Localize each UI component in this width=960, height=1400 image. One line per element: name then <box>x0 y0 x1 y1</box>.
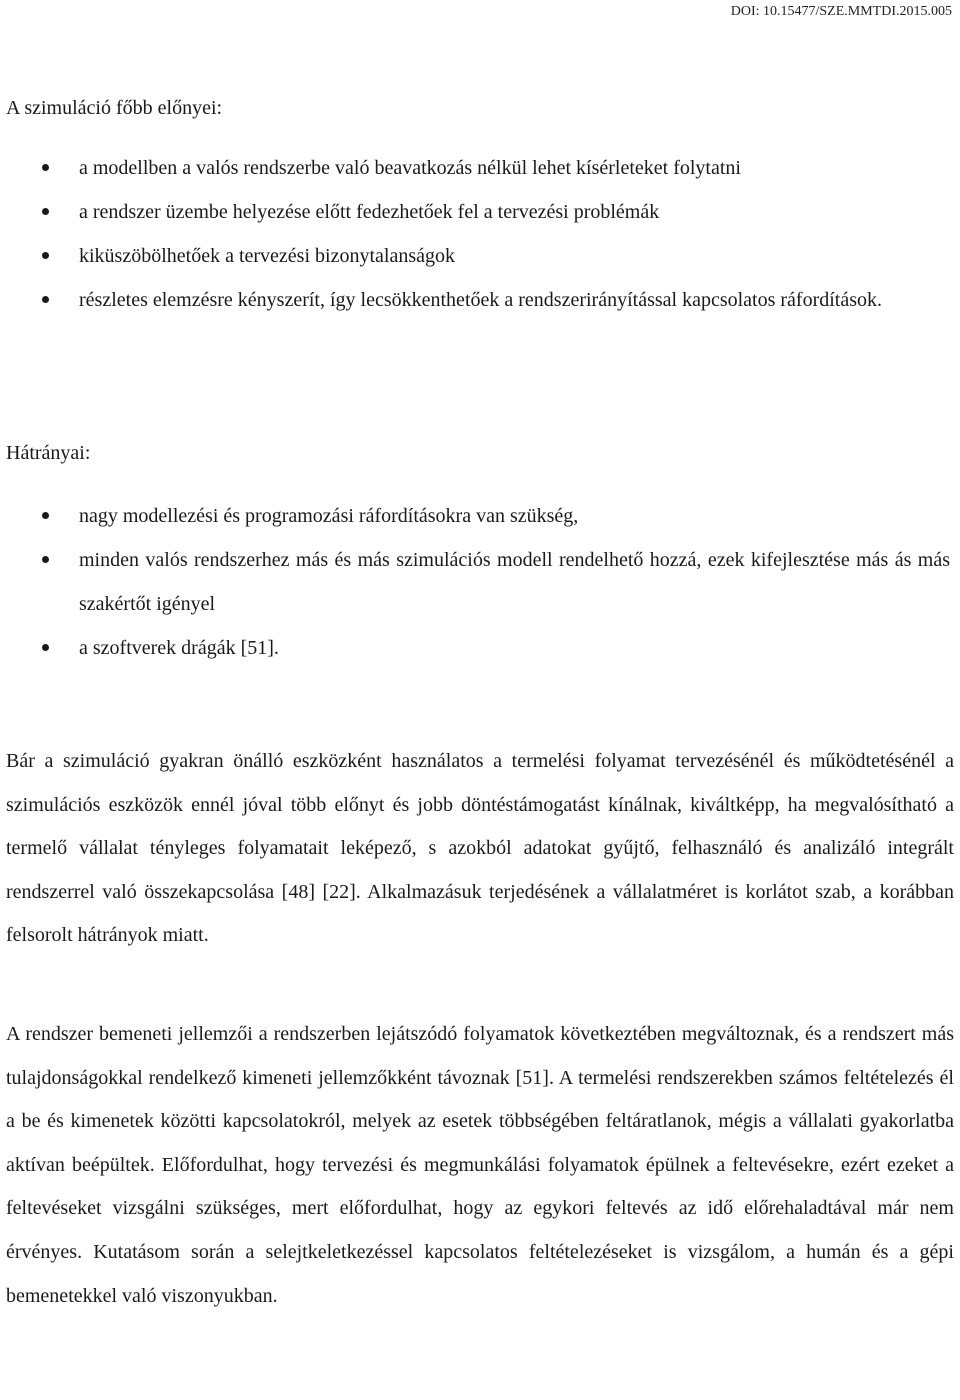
bullet-icon <box>42 252 49 259</box>
bullet-icon <box>42 296 49 303</box>
bullet-icon <box>42 208 49 215</box>
list-item-text: kiküszöbölhetőek a tervezési bizonytalanságok <box>79 245 455 267</box>
bullet-icon <box>42 644 49 651</box>
body-paragraph-2: A rendszer bemeneti jellemzői a rendszerben lejátszódó folyamatok következtében megváltoznak, és a rendszert más tulajdonságokkal rendelkező kimeneti jellemzőkként távoznak [51]. A termelési rendszerekben számos feltételezés él a be és kimenetek közötti kapcsolatokról, melyek az esetek többségében feltáratlanok, mégis a vállalati gyakorlatba aktívan beépültek. Előfordulhat, hogy tervezési és megmunkálási folyamatok épülnek a feltevésekre, ezért ezeket a feltevéseket vizsgálni szükséges, mert előfordulhat, hogy az egykori feltevés az idő előrehaladtával már nem érvényes. Kutatásom során a selejtkeletkezéssel kapcsolatos feltételezéseket is vizsgálom, a humán és a gépi bemenetekkel való viszonyukban. <box>6 1023 954 1307</box>
list-item <box>0 234 950 278</box>
list-item-text: a modellben a valós rendszerbe való beavatkozás nélkül lehet kísérleteket folytatni <box>79 157 741 179</box>
list-item <box>0 538 950 626</box>
disadvantages-list <box>0 494 950 670</box>
bullet-icon <box>42 512 49 519</box>
list-item-text: minden valós rendszerhez más és más szimulációs modell rendelhető hozzá, ezek kifejlesztése más ás más szakértőt igényel <box>79 549 950 615</box>
list-item <box>0 146 950 190</box>
list-item <box>0 626 950 670</box>
bullet-icon <box>42 164 49 171</box>
list-item <box>0 278 950 322</box>
list-item <box>0 190 950 234</box>
bullet-icon <box>42 556 49 563</box>
list-item-text: részletes elemzésre kényszerít, így lecsökkenthetőek a rendszerirányítással kapcsolatos ráfordítások. <box>79 289 883 311</box>
disadvantages-heading: Hátrányai: <box>6 442 91 464</box>
list-item-text: a szoftverek drágák [51]. <box>79 637 279 659</box>
list-item <box>0 494 950 538</box>
advantages-list <box>0 146 950 322</box>
doi-header: DOI: 10.15477/SZE.MMTDI.2015.005 <box>730 4 952 19</box>
body-paragraph-1: Bár a szimuláció gyakran önálló eszközként használatos a termelési folyamat tervezésénél és működtetésénél a szimulációs eszközök ennél jóval több előnyt és jobb döntéstámogatást kínálnak, kiváltképp, ha megvalósítható a termelő vállalat tényleges folyamatait leképező, s azokból adatokat gyűjtő, felhasználó és analizáló integrált rendszerrel való összekapcsolása [48] [22]. Alkalmazásuk terjedésének a vállalatméret is korlátot szab, a korábban felsorolt hátrányok miatt. <box>6 750 954 947</box>
advantages-heading: A szimuláció főbb előnyei: <box>6 97 223 119</box>
list-item-text: a rendszer üzembe helyezése előtt fedezhetőek fel a tervezési problémák <box>79 201 660 223</box>
list-item-text: nagy modellezési és programozási ráfordításokra van szükség, <box>79 505 579 527</box>
